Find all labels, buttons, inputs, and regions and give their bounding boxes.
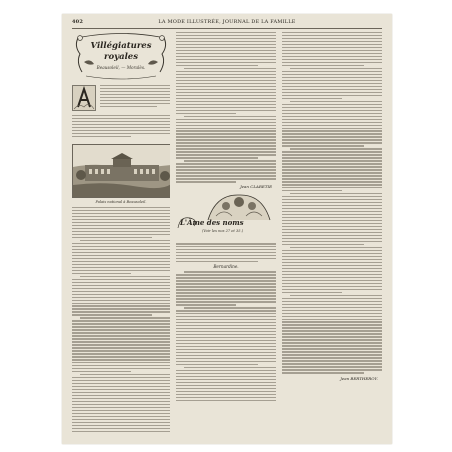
article-signature: Jean CLARETIE [240,184,272,190]
page-header [72,18,382,29]
article2-body-continued [282,32,382,374]
dropcap-ornament-icon [72,85,96,111]
photo-caption: Palais national à Beausoleil. [95,200,147,204]
running-title: LA MODE ILLUSTRÉE, JOURNAL DE LA FAMILLE [158,19,296,25]
article-subtitle: Beausoleil, — Moralès. [96,65,146,70]
article-banner-villegiatures [72,32,170,82]
article2-intro [176,243,276,262]
column-right [282,32,382,438]
article-banner-ame-des-noms [176,192,276,240]
article-body-text [72,207,170,432]
article2-body [176,271,276,401]
article-title-line2: royales [103,52,139,62]
newspaper-page [62,14,392,444]
column-left [72,32,170,438]
article-title-line1: Villégiatures [90,41,152,51]
article2-title: L'Âme des noms [180,218,244,228]
article2-section-heading: Bernardine. [213,264,239,270]
palace-photo [72,144,170,198]
article-body-continued [176,32,276,183]
article2-author: Jean BERTHEROY. [340,375,378,381]
article-intro [72,85,170,141]
article2-subtitle: (Voir les nos 27 et 35.) [202,229,244,234]
page-number: 402 [72,19,84,25]
column-middle [176,32,276,438]
